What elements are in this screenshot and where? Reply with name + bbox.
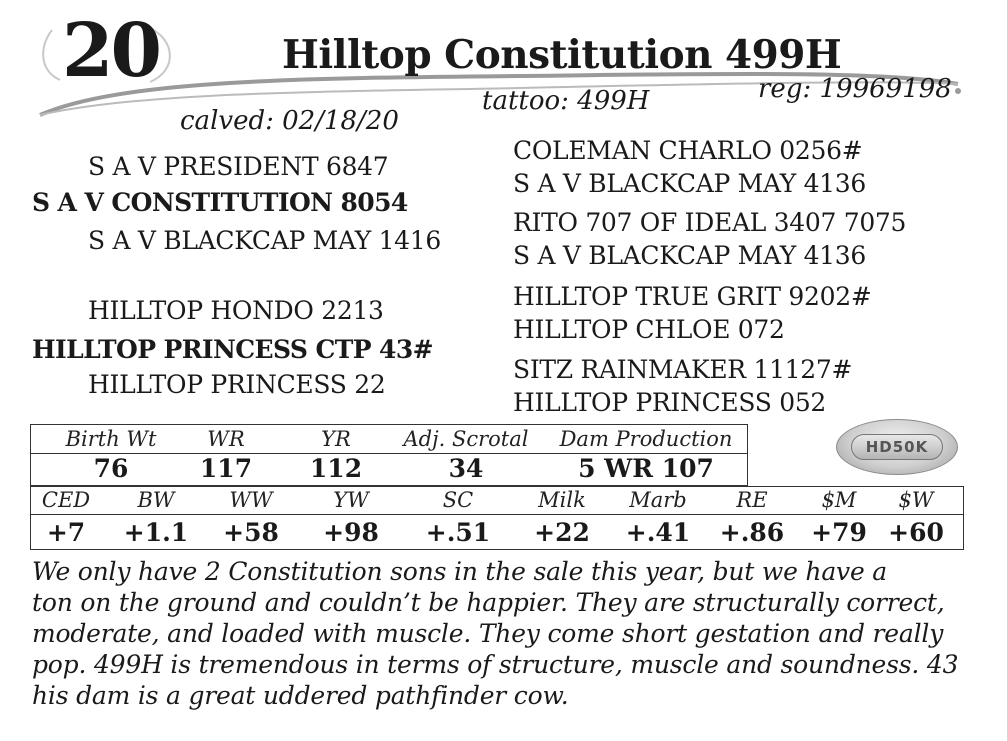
- epd-header-bw: BW: [137, 488, 175, 512]
- pedigree-right-line: HILLTOP TRUE GRIT 9202#: [513, 282, 872, 311]
- pedigree-right-line: RITO 707 OF IDEAL 3407 7075: [513, 208, 907, 237]
- epd-header-milk: Milk: [538, 488, 586, 512]
- epd-header-yw: YW: [333, 488, 369, 512]
- epd-header-dollar-w: $W: [898, 488, 934, 512]
- pedigree-dam-sire: HILLTOP HONDO 2213: [88, 296, 384, 325]
- lot-number: 20: [62, 8, 159, 94]
- comment-line: We only have 2 Constitution sons in the sale this year, but we have a: [32, 557, 887, 586]
- epd-value-dollar-w: +60: [888, 518, 944, 547]
- perf-header-birth-wt: Birth Wt: [65, 427, 157, 451]
- performance-table: [30, 424, 748, 486]
- perf-header-yr: YR: [321, 427, 351, 451]
- pedigree-right-line: SITZ RAINMAKER 11127#: [513, 355, 853, 384]
- perf-value-wr: 117: [199, 454, 253, 483]
- pedigree-right-line: S A V BLACKCAP MAY 4136: [513, 241, 867, 270]
- perf-value-birth-wt: 76: [93, 454, 129, 483]
- hd50k-logo-text: HD50K: [851, 434, 943, 460]
- hd50k-logo: [836, 419, 958, 475]
- epd-value-milk: +22: [534, 518, 590, 547]
- epd-table: [30, 486, 964, 550]
- pedigree-right-line: HILLTOP PRINCESS 052: [513, 388, 827, 417]
- perf-header-dam-production: Dam Production: [559, 427, 733, 451]
- perf-value-yr: 112: [309, 454, 363, 483]
- epd-header-dollar-m: $M: [821, 488, 857, 512]
- divider: [31, 514, 963, 515]
- comment-line: moderate, and loaded with muscle. They come short gestation and really: [32, 619, 944, 648]
- perf-header-wr: WR: [207, 427, 245, 451]
- epd-value-bw: +1.1: [123, 518, 189, 547]
- epd-value-dollar-m: +79: [811, 518, 867, 547]
- registration-number: reg: 19969198: [758, 74, 952, 104]
- epd-header-sc: SC: [442, 488, 474, 512]
- animal-name: Hilltop Constitution 499H: [282, 32, 842, 78]
- epd-header-ww: WW: [229, 488, 273, 512]
- epd-value-ced: +7: [46, 518, 86, 547]
- epd-header-ced: CED: [41, 488, 91, 512]
- pedigree-right-line: HILLTOP CHLOE 072: [513, 315, 785, 344]
- perf-value-dam-production: 5 WR 107: [578, 454, 714, 483]
- comment-line: his dam is a great uddered pathfinder cow.: [32, 681, 569, 710]
- epd-value-sc: +.51: [425, 518, 491, 547]
- pedigree-dam-dam: HILLTOP PRINCESS 22: [88, 370, 386, 399]
- calved-date: calved: 02/18/20: [180, 106, 399, 136]
- epd-value-re: +.86: [719, 518, 785, 547]
- perf-header-adj-scrotal: Adj. Scrotal: [403, 427, 529, 451]
- epd-value-marb: +.41: [625, 518, 691, 547]
- pedigree-sire-sire: S A V PRESIDENT 6847: [88, 152, 389, 181]
- comment-line: ton on the ground and couldn’t be happier. They are structurally correct,: [32, 588, 945, 617]
- epd-value-yw: +98: [323, 518, 379, 547]
- pedigree-sire: S A V CONSTITUTION 8054: [32, 188, 408, 217]
- pedigree-dam: HILLTOP PRINCESS CTP 43#: [32, 335, 433, 364]
- perf-value-adj-scrotal: 34: [448, 454, 484, 483]
- pedigree-right-line: COLEMAN CHARLO 0256#: [513, 136, 863, 165]
- epd-header-re: RE: [736, 488, 768, 512]
- tattoo: tattoo: 499H: [482, 86, 650, 116]
- epd-value-ww: +58: [223, 518, 279, 547]
- pedigree-sire-dam: S A V BLACKCAP MAY 1416: [88, 226, 442, 255]
- epd-header-marb: Marb: [629, 488, 687, 512]
- pedigree-right-line: S A V BLACKCAP MAY 4136: [513, 169, 867, 198]
- lot-comments: [32, 556, 977, 711]
- comment-line: pop. 499H is tremendous in terms of structure, muscle and soundness. 43: [32, 650, 959, 679]
